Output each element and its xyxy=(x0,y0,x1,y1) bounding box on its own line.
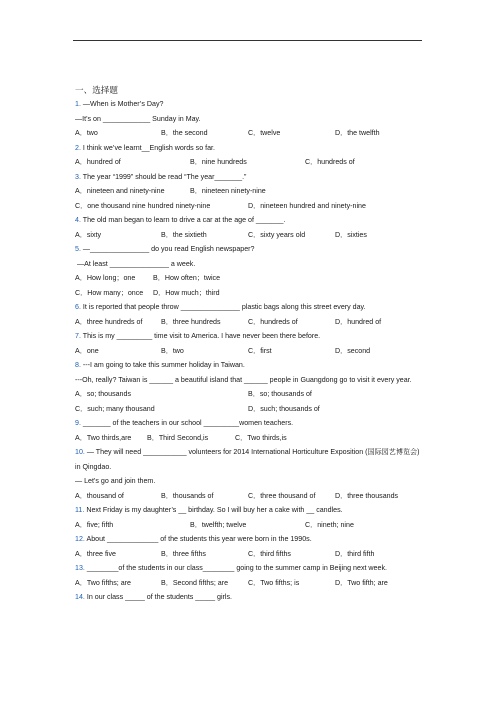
question-9 xyxy=(75,416,420,431)
question-line: — Let’s go and join them. xyxy=(75,477,156,485)
options-row xyxy=(75,518,420,533)
options-row xyxy=(75,315,420,330)
question-number: 6. xyxy=(75,303,81,311)
option-b[interactable]: B．nineteen ninety-nine xyxy=(190,187,266,195)
question-13 xyxy=(75,561,420,576)
option-c[interactable]: C．three thousand of xyxy=(248,491,316,500)
option-d[interactable]: D．second xyxy=(335,346,371,355)
option-c[interactable]: C．one thousand nine hundred ninety-nine xyxy=(75,201,211,210)
question-5 xyxy=(75,242,420,257)
option-b[interactable]: B．Second fifths; are xyxy=(161,578,229,587)
option-d[interactable]: D．three thousands xyxy=(335,491,399,500)
options-row xyxy=(75,228,420,243)
option-d[interactable]: D．nineteen hundred and ninety-nine xyxy=(248,201,366,210)
option-a[interactable]: A．nineteen and ninety-nine xyxy=(75,187,165,195)
options-row xyxy=(75,271,420,286)
question-number: 14. xyxy=(75,593,85,601)
question-line: —It’s on ____________ Sunday in May. xyxy=(75,114,201,123)
option-d[interactable]: D．sixties xyxy=(335,230,367,239)
option-c[interactable]: C．How many；once xyxy=(75,288,144,297)
question-3 xyxy=(75,170,420,185)
question-4 xyxy=(75,213,420,228)
option-a[interactable]: A．How long；one xyxy=(75,274,136,282)
question-number: 11. xyxy=(75,506,85,514)
question-1 xyxy=(75,97,420,112)
options-row xyxy=(75,286,420,301)
options-row xyxy=(75,184,420,199)
question-stem: In our class _____ of the students _____ girls. xyxy=(86,593,232,601)
question-10 xyxy=(75,445,420,474)
question-line: —At least _______________ a week. xyxy=(77,259,196,268)
option-d[interactable]: D．How much；third xyxy=(153,288,220,297)
question-2 xyxy=(75,141,420,156)
option-a[interactable]: A．Two fifths; are xyxy=(75,578,131,587)
option-b[interactable]: B．three hundreds xyxy=(161,317,221,326)
option-d[interactable]: D．Two fifth; are xyxy=(335,578,388,587)
option-a[interactable]: A．two xyxy=(75,129,98,137)
options-row xyxy=(75,431,420,446)
question-stem: About _____________ of the students this year were born in the 1990s. xyxy=(86,535,312,543)
option-c[interactable]: C．twelve xyxy=(248,129,281,137)
option-d[interactable]: D．the twelfth xyxy=(335,129,380,137)
options-row xyxy=(75,155,420,170)
option-c[interactable]: C．third fifths xyxy=(248,549,291,558)
options-row xyxy=(75,387,420,402)
option-b[interactable]: B．three fifths xyxy=(161,549,206,558)
option-c[interactable]: C．hundreds of xyxy=(248,317,298,326)
option-d[interactable]: D．such; thousands of xyxy=(248,404,320,413)
option-c[interactable]: C．sixty years old xyxy=(248,230,306,239)
option-b[interactable]: B．twelfth; twelve xyxy=(190,520,247,529)
option-b[interactable]: B．Third Second,is xyxy=(147,433,209,442)
option-a[interactable]: A．three five xyxy=(75,549,117,558)
option-c[interactable]: C．hundreds of xyxy=(305,158,355,166)
options-row xyxy=(75,126,420,141)
question-stem: It is reported that people throw _______________ plastic bags along this street every day. xyxy=(82,303,366,311)
question-11 xyxy=(75,503,420,518)
question-7 xyxy=(75,329,420,344)
question-number: 9. xyxy=(75,419,81,427)
question-line: ---Oh, really? Taiwan is ______ a beautiful island that ______ people in Guangdong go to visit it every year. xyxy=(75,375,412,384)
option-c[interactable]: C．Two thirds,is xyxy=(235,433,287,442)
question-number: 5. xyxy=(75,245,81,253)
option-c[interactable]: C．such; many thousand xyxy=(75,404,155,413)
question-stem: ________of the students in our class________ going to the summer camp in Beijing next week. xyxy=(86,564,387,572)
options-row xyxy=(75,199,420,214)
option-a[interactable]: A．Two thirds,are xyxy=(75,433,132,442)
option-b[interactable]: B．the sixtieth xyxy=(161,230,207,239)
option-b[interactable]: B．so; thousands of xyxy=(248,390,312,398)
question-number: 2. xyxy=(75,143,81,152)
options-row xyxy=(75,402,420,417)
question-12 xyxy=(75,532,420,547)
question-number: 13. xyxy=(75,564,85,572)
question-14 xyxy=(75,590,420,605)
option-b[interactable]: B．the second xyxy=(161,129,208,137)
question-number: 3. xyxy=(75,172,81,181)
option-b[interactable]: B．thousands of xyxy=(161,491,214,500)
option-d[interactable]: D．third fifth xyxy=(335,549,375,558)
option-c[interactable]: C．nineth; nine xyxy=(305,520,354,529)
question-stem: —_______________ do you read English newspaper? xyxy=(82,245,255,253)
option-a[interactable]: A．so; thousands xyxy=(75,390,131,398)
option-a[interactable]: A．sixty xyxy=(75,230,102,239)
question-stem: ---I am going to take this summer holiday in Taiwan. xyxy=(82,361,245,369)
option-b[interactable]: B．How often；twice xyxy=(153,274,221,282)
option-a[interactable]: A．thousand of xyxy=(75,491,124,500)
question-number: 8. xyxy=(75,361,81,369)
question-stem: I think we’ve learnt__English words so far. xyxy=(82,143,215,152)
options-row xyxy=(75,489,420,504)
options-row xyxy=(75,547,420,562)
question-6 xyxy=(75,300,420,315)
question-number: 1. xyxy=(75,100,81,108)
option-c[interactable]: C．first xyxy=(248,346,272,355)
question-stem: —When is Mother’s Day? xyxy=(82,100,164,108)
exam-page xyxy=(75,84,420,605)
question-number: 10. xyxy=(75,448,85,456)
option-a[interactable]: A．one xyxy=(75,346,99,355)
question-stem: _______ of the teachers in our school _________women teachers. xyxy=(82,419,294,427)
question-number: 12. xyxy=(75,535,85,543)
header-rule xyxy=(73,40,422,41)
option-a[interactable]: A．five; fifth xyxy=(75,520,114,529)
option-b[interactable]: B．nine hundreds xyxy=(190,158,247,166)
question-stem: The year “1999” should be read “The year_______.” xyxy=(82,172,247,181)
option-d[interactable]: D．hundred of xyxy=(335,317,382,326)
option-a[interactable]: A．three hundreds of xyxy=(75,317,143,326)
question-stem: This is my _________ time visit to America. I have never been there before. xyxy=(82,332,321,340)
question-number: 4. xyxy=(75,216,81,224)
option-a[interactable]: A．hundred of xyxy=(75,158,121,166)
options-row xyxy=(75,344,420,359)
options-row xyxy=(75,576,420,591)
question-8 xyxy=(75,358,420,373)
section-title: 一、选择题 xyxy=(75,85,118,95)
question-number: 7. xyxy=(75,332,81,340)
option-c[interactable]: C．Two fifths; is xyxy=(248,578,300,587)
question-stem: — They will need ___________ volunteers for 2014 International Horticulture Exposition (国际园艺博览会) in Qingdao. xyxy=(75,448,420,471)
question-stem: The old man began to learn to drive a car at the age of _______. xyxy=(82,216,286,224)
option-b[interactable]: B．two xyxy=(161,346,184,355)
question-stem: Next Friday is my daughter’s __ birthday. So I will buy her a cake with __ candles. xyxy=(86,506,343,514)
